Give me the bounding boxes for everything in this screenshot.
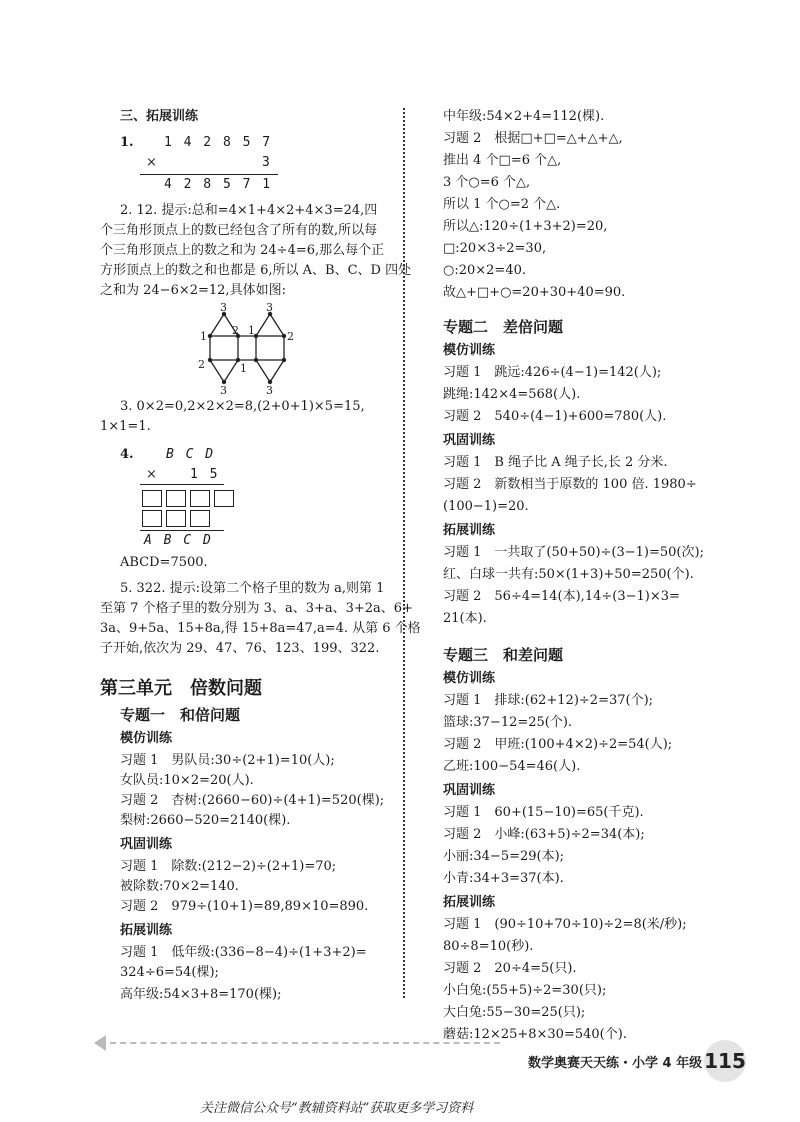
box-row xyxy=(142,508,214,527)
exercise-line: 篮球:37−12=25(个). xyxy=(443,715,573,730)
exercise-line: 324÷6=54(棵); xyxy=(120,965,219,980)
paragraph-line: 2. 12. 提示:总和=4×1+4×2+4×3=24,四 xyxy=(120,203,378,218)
footer-rule xyxy=(100,1042,500,1044)
exercise-line: 跳绳:142×4=568(人). xyxy=(443,387,581,402)
multiplier: 3 xyxy=(262,155,272,170)
answer-line: ABCD=7500. xyxy=(120,555,208,570)
figure-label: 3 xyxy=(266,302,273,314)
exercise-line: 习题 1 B 绳子比 A 绳子长,长 2 分米. xyxy=(443,455,668,470)
section-heading: 拓展训练 xyxy=(443,895,496,910)
times-sign: × xyxy=(146,467,157,482)
exercise-line: 习题 2 新数相当于原数的 100 倍. 1980÷ xyxy=(443,477,697,492)
exercise-line: 习题 2 杏树:(2660−60)÷(4+1)=520(棵); xyxy=(120,793,385,808)
paragraph-line: 子开始,依次为 29、47、76、123、199、322. xyxy=(100,641,380,656)
paragraph-line: 方形顶点上的数之和也都是 6,所以 A、B、C、D 四处 xyxy=(100,263,412,278)
exercise-line: 故△+□+○=20+30+40=90. xyxy=(443,285,626,300)
exercise-line: 习题 2 56÷4=14(本),14÷(3−1)×3= xyxy=(443,589,680,604)
topic-title: 专题二 差倍问题 xyxy=(443,318,564,336)
exercise-line: 推出 4 个□=6 个△, xyxy=(443,153,562,168)
figure-label: 1 xyxy=(240,362,247,375)
figure-label: 2 xyxy=(232,324,239,337)
exercise-line: 所以 1 个○=2 个△. xyxy=(443,197,561,212)
figure-label: 1 xyxy=(248,324,255,337)
exercise-line: 习题 2 20÷4=5(只). xyxy=(443,961,577,976)
calc-rule xyxy=(140,530,224,531)
exercise-line: 习题 1 (90÷10+70÷10)÷2=8(米/秒); xyxy=(443,917,687,932)
exercise-line: 红、白球一共有:50×(1+3)+50=250(个). xyxy=(443,567,694,582)
book-title: 数学奥赛天天练・小学 4 年级 xyxy=(528,1056,703,1071)
calc-rule xyxy=(140,174,278,175)
exercise-line: □:20×3÷2=30, xyxy=(443,241,547,256)
exercise-line: 中年级:54×2+4=112(棵). xyxy=(443,109,605,124)
box-row xyxy=(142,488,238,507)
figure-label: 3 xyxy=(220,302,227,314)
section-heading: 巩固训练 xyxy=(443,783,496,798)
multiplicand: 1 4 2 8 5 7 xyxy=(164,135,273,150)
section-heading: 拓展训练 xyxy=(120,923,173,938)
section-heading: 拓展训练 xyxy=(443,523,496,538)
multiplicand: B C D xyxy=(166,447,216,462)
section-heading: 三、拓展训练 xyxy=(120,109,199,124)
exercise-line: 习题 2 根据□+□=△+△+△, xyxy=(443,131,623,146)
paragraph-line: 至第 7 个格子里的数分别为 3、a、3+a、3+2a、6+ xyxy=(100,601,413,616)
figure-label: 2 xyxy=(287,330,294,343)
exercise-line: 所以△:120÷(1+3+2)=20, xyxy=(443,219,608,234)
page-number: 115 xyxy=(704,1040,746,1082)
section-heading: 巩固训练 xyxy=(443,433,496,448)
exercise-line: 乙班:100−54=46(人). xyxy=(443,759,581,774)
product: A B C D xyxy=(144,533,213,548)
figure-label: 2 xyxy=(198,358,205,371)
section-heading: 模仿训练 xyxy=(443,671,496,686)
figure-label: 1 xyxy=(200,330,207,343)
exercise-line: 被除数:70×2=140. xyxy=(120,879,239,894)
paragraph-line: 之和为 24−6×2=12,具体如图: xyxy=(100,283,286,298)
exercise-line: 习题 1 一共取了(50+50)÷(3−1)=50(次); xyxy=(443,545,704,560)
paragraph-line: 1×1=1. xyxy=(100,419,151,434)
exercise-line: 习题 1 除数:(212−2)÷(2+1)=70; xyxy=(120,859,337,874)
exercise-line: 习题 1 男队员:30÷(2+1)=10(人); xyxy=(120,753,335,768)
exercise-line: 蘑菇:12×25+8×30=540(个). xyxy=(443,1027,627,1042)
section-heading: 巩固训练 xyxy=(120,837,173,852)
topic-title: 专题一 和倍问题 xyxy=(120,706,241,724)
column-divider xyxy=(403,108,405,998)
exercise-line: 80÷8=10(秒). xyxy=(443,939,534,954)
exercise-line: ○:20×2=40. xyxy=(443,263,526,278)
paragraph-line: 5. 322. 提示:设第二个格子里的数为 a,则第 1 xyxy=(120,581,385,596)
exercise-line: 21(本). xyxy=(443,611,487,626)
section-heading: 模仿训练 xyxy=(443,343,496,358)
calc-rule xyxy=(140,484,224,485)
figure-label: 3 xyxy=(220,384,227,394)
exercise-line: 3 个○=6 个△, xyxy=(443,175,531,190)
multiplier: 1 5 xyxy=(190,467,220,482)
number-figure xyxy=(192,302,302,394)
product: 4 2 8 5 7 1 xyxy=(164,177,273,192)
exercise-line: 习题 2 540÷(4−1)+600=780(人). xyxy=(443,409,667,424)
topic-title: 专题三 和差问题 xyxy=(443,646,564,664)
exercise-line: 小白兔:(55+5)÷2=30(只); xyxy=(443,983,607,998)
section-heading: 模仿训练 xyxy=(120,731,173,746)
problem-number: 4. xyxy=(120,447,134,462)
paragraph-line: 个三角形顶点上的数之和为 24÷4=6,那么每个正 xyxy=(100,243,385,258)
paragraph-line: 3a、9+5a、15+8a,得 15+8a=47,a=4. 从第 6 个格 xyxy=(100,621,421,636)
exercise-line: 小丽:34−5=29(本); xyxy=(443,849,565,864)
exercise-line: 高年级:54×3+8=170(棵); xyxy=(120,987,282,1002)
exercise-line: (100−1)=20. xyxy=(443,499,529,514)
exercise-line: 习题 1 低年级:(336−8−4)÷(1+3+2)= xyxy=(120,945,367,960)
paragraph-line: 个三角形顶点上的数已经包含了所有的数,所以每 xyxy=(100,223,378,238)
figure-label: 3 xyxy=(266,384,273,394)
paragraph-line: 3. 0×2=0,2×2×2=8,(2+0+1)×5=15, xyxy=(120,399,365,414)
exercise-line: 大白兔:55−30=25(只); xyxy=(443,1005,586,1020)
times-sign: × xyxy=(146,155,157,170)
exercise-line: 习题 1 排球:(62+12)÷2=37(个); xyxy=(443,693,654,708)
exercise-line: 女队员:10×2=20(人). xyxy=(120,773,254,788)
exercise-line: 梨树:2660−520=2140(棵). xyxy=(120,813,291,828)
unit-title: 第三单元 倍数问题 xyxy=(100,678,262,699)
exercise-line: 小青:34+3=37(本). xyxy=(443,871,564,886)
exercise-line: 习题 2 甲班:(100+4×2)÷2=54(人); xyxy=(443,737,673,752)
problem-number: 1. xyxy=(120,135,134,150)
exercise-line: 习题 1 跳远:426÷(4−1)=142(人); xyxy=(443,365,662,380)
exercise-line: 习题 2 979÷(10+1)=89,89×10=890. xyxy=(120,899,369,914)
footer-note: 关注微信公众号“教辅资料站”获取更多学习资料 xyxy=(200,1101,474,1116)
exercise-line: 习题 2 小峰:(63+5)÷2=34(本); xyxy=(443,827,645,842)
exercise-line: 习题 1 60+(15−10)=65(千克). xyxy=(443,805,644,820)
